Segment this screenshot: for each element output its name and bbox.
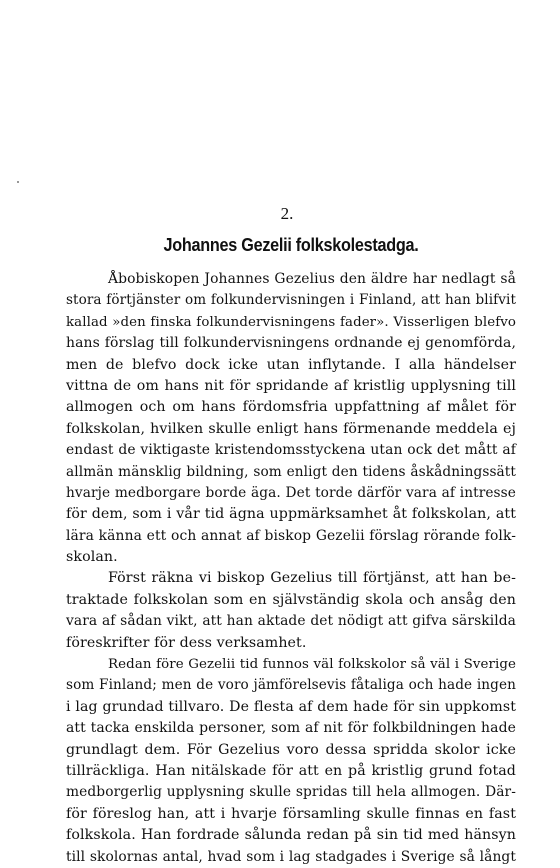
text-line: till skolornas antal, hvad som i lag stadgades i Sverige så långt (66, 848, 516, 865)
text-line: föreskrifter för dess verksamhet. (66, 634, 307, 651)
text-line: Åbobiskopen Johannes Gezelius den äldre har nedlagt så (108, 271, 516, 287)
text-line: hvarje medborgare borde äga. Det torde därför vara af intresse (66, 484, 516, 501)
text-line: vittna de om hans nit för spridande af kristlig upplysning till (66, 377, 516, 394)
text-line: för dem, som i vår tid ägna uppmärksamhet åt folkskolan, att (66, 506, 516, 523)
text-line: grundlagt dem. För Gezelius voro dessa spridda skolor icke (66, 741, 516, 758)
text-line: traktade folkskolan som en självständig skola och ansåg den (66, 591, 516, 608)
text-line: lära känna ett och annat af biskop Gezelii förslag rörande folk- (66, 527, 516, 544)
text-line: folkskola. Han fordrade sålunda redan på sin tid med hänsyn (66, 827, 516, 844)
text-line: skolan. (66, 549, 118, 566)
text-line: hans förslag till folkundervisningens ordnande ej genomförda, (66, 335, 516, 352)
margin-speck (17, 181, 19, 183)
text-line: att tacka enskilda personer, som af nit för folkbildningen hade (66, 720, 516, 737)
paragraph (66, 568, 516, 654)
text-line: Först räkna vi biskop Gezelius till förtjänst, att han be- (108, 570, 516, 587)
paragraph (66, 269, 516, 568)
paragraph (66, 654, 516, 868)
text-line: vara af sådan vikt, att han aktade det nödigt att gifva särskilda (66, 613, 516, 630)
text-line: i lag grundad tillvaro. De flesta af dem hade för sin uppkomst (66, 698, 516, 715)
text-line: stora förtjänster om folkundervisningen i Finland, att han blifvit (66, 292, 516, 309)
text-line: Redan före Gezelii tid funnos väl folkskolor så väl i Sverige (108, 657, 516, 673)
text-line: folkskolan, hvilken skulle enligt hans förmenande meddela ej (66, 420, 516, 437)
chapter-title: Johannes Gezelii folkskolestadga. (163, 235, 419, 255)
section-number: 2. (280, 204, 294, 223)
text-line: medborgerlig upplysning skulle spridas till hela allmogen. Där- (66, 784, 516, 801)
text-line: för föreslog han, att i hvarje församling skulle finnas en fast (66, 805, 516, 822)
text-line: allmän mänsklig bildning, som enligt den tidens åskådningssätt (66, 463, 516, 480)
text-line: men de blefvo dock icke utan inflytande. I alla händelser (66, 356, 516, 373)
text-line: allmogen och om hans fördomsfria uppfattning af målet för (66, 399, 516, 416)
text-line: som Finland; men de voro jämförelsevis fåtaliga och hade ingen (66, 677, 516, 694)
body-text (66, 269, 516, 868)
text-line: endast de viktigaste kristendomsstyckena utan ock det mått af (66, 442, 516, 459)
text-line: kallad »den finska folkundervisningens fader». Visserligen blefvo (66, 314, 516, 330)
text-line: tillräckliga. Han nitälskade för att en på kristlig grund fotad (66, 762, 516, 779)
